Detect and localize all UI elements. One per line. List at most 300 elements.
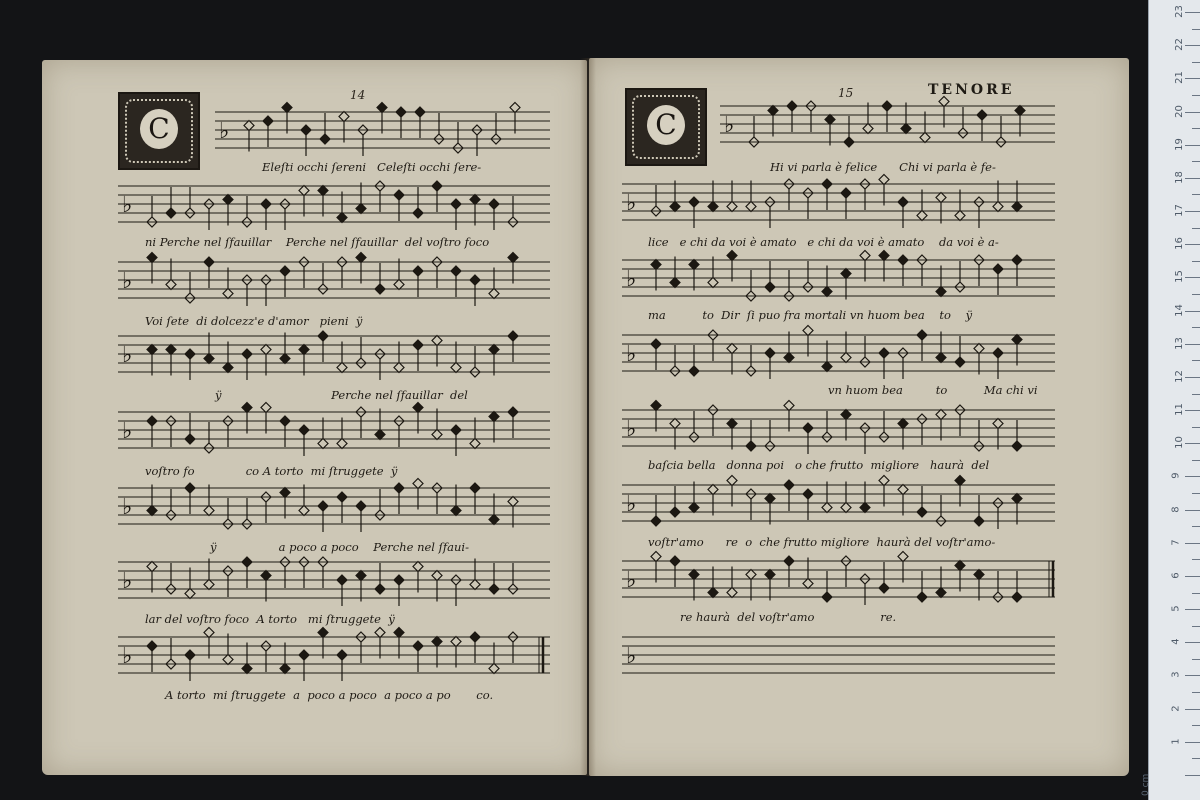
note-head [939,97,949,107]
note-head [470,483,480,493]
note-head [1015,106,1025,116]
note-head [415,107,425,117]
note-head [432,336,442,346]
staff [622,552,1055,606]
note-head [977,110,987,120]
staff [622,175,1055,229]
note-head [299,506,309,516]
lyric-line: baſcia bella donna poi o che frutto migliore haurà del [648,458,990,472]
note-head [413,340,423,350]
lyric-line: re haurà del voſtr'amo re. [680,610,897,624]
note-head [413,266,423,276]
note-head [299,345,309,355]
voice-label: TENORE [928,82,1015,98]
ruler-tick [1192,161,1200,162]
ruler-tick [1192,593,1200,594]
ruler-tick [1185,12,1200,13]
note-head [375,584,385,594]
ruler-number: 7 [1170,539,1182,546]
note-head [993,264,1003,274]
note-head [803,579,813,589]
note-head [879,175,889,185]
note-head [841,188,851,198]
note-head [223,289,233,299]
note-head [261,571,271,581]
note-head [841,410,851,420]
note-head [261,345,271,355]
note-head [510,103,520,113]
note-head [470,275,480,285]
note-head [651,339,661,349]
lyric-line: voſtro fo co A torto mi ſtruggete ÿ [145,464,398,478]
note-head [727,419,737,429]
note-head [413,403,423,413]
note-head [147,345,157,355]
note-head [901,124,911,134]
note-head [974,516,984,526]
note-head [917,330,927,340]
note-head [282,103,292,113]
note-head [1012,592,1022,602]
lyric-line: ni Perche nel ſfauillar Perche nel ſfauillar del voſtro foco [145,235,490,249]
note-head [318,439,328,449]
note-head [727,344,737,354]
clef-icon: ♭ [122,569,133,594]
ruler-tick [1192,692,1200,693]
ruler-number: 22 [1173,38,1185,52]
note-head [394,483,404,493]
note-head [784,556,794,566]
note-head [936,193,946,203]
lyric-line: Hi vi parla è felice Chi vi parla è fe- [770,160,996,174]
note-head [898,485,908,495]
note-head [166,208,176,218]
note-head [375,430,385,440]
ruler-number: 4 [1170,638,1182,645]
note-head [689,366,699,376]
note-head [242,349,252,359]
note-head [993,202,1003,212]
note-head [299,186,309,196]
ruler-tick [1192,725,1200,726]
note-head [768,106,778,116]
clef-icon: ♭ [626,492,637,517]
note-head [508,497,518,507]
note-head [822,179,832,189]
note-head [651,516,661,526]
lyric-line: vn huom bea to Ma chi vi [828,383,1038,397]
note-head [727,476,737,486]
ruler-tick [1185,244,1200,245]
ruler-number: 5 [1170,605,1182,612]
clef-icon: ♭ [626,644,637,669]
note-head [670,202,680,212]
note-head [955,211,965,221]
ruler-tick [1192,228,1200,229]
ruler-tick [1185,510,1200,511]
note-head [508,253,518,263]
ruler-tick [1185,675,1200,676]
note-head [917,507,927,517]
note-head [451,637,461,647]
ruler-number: 9 [1170,472,1182,480]
ruler-tick [1185,311,1200,312]
ruler-tick [1185,543,1200,544]
clef-icon: ♭ [626,568,637,593]
note-head [337,363,347,373]
ruler-tick [1192,460,1200,461]
note-head [242,403,252,413]
note-head [727,251,737,261]
ruler-tick [1185,45,1200,46]
staff [622,476,1055,530]
note-head [413,479,423,489]
note-head [244,121,254,131]
note-head [1012,335,1022,345]
ruler-tick [1185,775,1200,776]
measuring-ruler [1141,0,1200,800]
note-head [670,419,680,429]
staff [118,253,550,307]
note-head [318,628,328,638]
note-head [470,195,480,205]
clef-icon: ♭ [122,193,133,218]
note-head [432,637,442,647]
note-head [147,416,157,426]
clef-icon: ♭ [122,495,133,520]
note-head [394,280,404,290]
ruler-number: 21 [1173,71,1185,85]
lyric-line: Eleſti occhi ſereni Celeſti occhi ſere- [262,160,482,174]
note-head [670,556,680,566]
note-head [651,552,661,562]
lyric-line: A torto mi ſtruggete a poco a poco a poco a po co. [165,688,494,702]
clef-icon: ♭ [219,119,230,144]
note-head [1012,441,1022,451]
note-head [1012,202,1022,212]
note-head [784,353,794,363]
lyric-line: lar del voſtro foco A torto mi ſtruggete ÿ [145,612,395,626]
note-head [689,570,699,580]
ruler-tick [1192,659,1200,660]
note-head [689,260,699,270]
note-head [396,107,406,117]
note-head [204,354,214,364]
staff [215,103,550,157]
initial-letter: C [140,109,178,149]
note-head [451,199,461,209]
note-head [879,251,889,261]
note-head [822,287,832,297]
note-head [280,266,290,276]
note-head [185,483,195,493]
note-head [708,202,718,212]
ruler-tick [1185,476,1200,477]
ruler-number: 11 [1173,403,1185,416]
note-head [936,588,946,598]
note-head [451,425,461,435]
note-head [375,284,385,294]
note-head [318,186,328,196]
ruler-tick [1192,626,1200,627]
note-head [803,489,813,499]
note-head [936,287,946,297]
note-head [898,419,908,429]
note-head [280,488,290,498]
note-head [204,257,214,267]
ruler-number: 17 [1173,204,1185,217]
note-head [204,628,214,638]
note-head [280,354,290,364]
note-head [320,134,330,144]
ruler-number: 6 [1170,572,1182,579]
staff [622,637,1055,673]
note-head [394,190,404,200]
note-head [337,492,347,502]
note-head [670,507,680,517]
ruler-tick [1185,742,1200,743]
staff [118,479,550,533]
note-head [936,410,946,420]
staff [118,331,550,380]
note-head [844,137,854,147]
ruler-number: 8 [1170,505,1182,513]
note-head [489,412,499,422]
note-head [974,344,984,354]
note-head [223,363,233,373]
note-head [825,115,835,125]
note-head [147,641,157,651]
ruler-tick [1185,443,1200,444]
note-head [185,349,195,359]
note-head [339,112,349,122]
note-head [470,632,480,642]
note-head [489,345,499,355]
ruler-tick [1185,609,1200,610]
note-head [651,260,661,270]
note-head [765,570,775,580]
clef-icon: ♭ [626,342,637,367]
ruler-tick [1192,128,1200,129]
note-head [898,255,908,265]
ruler-number: 12 [1173,370,1185,383]
ruler-tick [1185,78,1200,79]
ruler-number: 23 [1173,5,1185,18]
note-head [860,251,870,261]
ruler-tick [1192,261,1200,262]
note-head [708,278,718,288]
ruler-number: 19 [1173,137,1185,151]
note-head [263,116,273,126]
note-head [451,506,461,516]
note-head [689,197,699,207]
ruler-tick [1192,62,1200,63]
note-head [318,501,328,511]
note-head [917,211,927,221]
initial-letter: C [647,105,685,145]
ruler-number: 15 [1173,270,1185,284]
note-head [879,476,889,486]
note-head [375,628,385,638]
note-head [356,204,366,214]
clef-icon: ♭ [122,644,133,669]
note-head [394,575,404,585]
note-head [166,345,176,355]
note-head [708,588,718,598]
note-head [955,561,965,571]
note-head [451,363,461,373]
ruler-number: 10 [1173,436,1185,450]
clef-icon: ♭ [122,419,133,444]
note-head [356,571,366,581]
note-head [822,592,832,602]
note-head [993,419,1003,429]
clef-icon: ♭ [626,191,637,216]
ruler-tick [1192,29,1200,30]
note-head [920,133,930,143]
note-head [432,571,442,581]
note-head [394,628,404,638]
note-head [147,506,157,516]
note-head [432,430,442,440]
ruler-tick [1192,194,1200,195]
note-head [841,353,851,363]
note-head [863,124,873,134]
staff [720,97,1055,148]
ruler-tick [1185,112,1200,113]
note-head [917,592,927,602]
ruler-tick [1192,327,1200,328]
ruler-tick [1185,410,1200,411]
note-head [147,562,157,572]
ruler-tick [1185,178,1200,179]
ruler-tick [1185,709,1200,710]
ruler-number: 2 [1170,704,1182,712]
lyric-line: ÿ a poco a poco Perche nel ſfaui- [210,540,469,554]
note-head [299,425,309,435]
clef-icon: ♭ [122,343,133,368]
note-head [746,441,756,451]
ruler-tick [1185,377,1200,378]
note-head [882,101,892,111]
note-head [974,570,984,580]
ruler-tick [1192,360,1200,361]
ruler-tick [1185,642,1200,643]
note-head [432,181,442,191]
note-head [727,202,737,212]
lyric-line: Voi ſete di dolcezz'e d'amor pieni ÿ [145,314,363,328]
note-head [803,326,813,336]
ruler-tick [1192,526,1200,527]
note-head [841,269,851,279]
note-head [261,199,271,209]
note-head [413,208,423,218]
note-head [185,434,195,444]
ruler-tick [1192,559,1200,560]
note-head [936,353,946,363]
note-head [223,655,233,665]
staff [118,181,550,230]
ruler-tick [1185,277,1200,278]
note-head [204,580,214,590]
note-head [898,197,908,207]
note-head [765,494,775,504]
note-head [670,278,680,288]
note-head [489,584,499,594]
note-head [223,195,233,205]
note-head [489,515,499,525]
right-page-number: 15 [838,86,854,100]
ruler-number: 1 [1170,738,1182,745]
ruler-tick [1192,758,1200,759]
note-head [879,583,889,593]
lyric-line: voſtr'amo re o che frutto migliore haurà del voſtr'amo- [648,535,996,549]
note-head [299,650,309,660]
note-head [489,199,499,209]
clef-icon: ♭ [122,269,133,294]
note-head [1012,494,1022,504]
note-head [470,439,480,449]
ruler-number: 20 [1173,104,1185,118]
note-head [689,503,699,513]
lyric-line: lice e chi da voi è amato e chi da voi è amato da voi è a- [648,235,999,249]
note-head [204,506,214,516]
note-head [787,101,797,111]
note-head [489,664,499,674]
note-head [765,282,775,292]
ruler-tick [1192,394,1200,395]
note-head [413,641,423,651]
ruler-tick [1185,344,1200,345]
note-head [280,664,290,674]
note-head [301,125,311,135]
staff [622,251,1055,302]
ruler-number: 16 [1173,237,1185,251]
note-head [746,570,756,580]
note-head [879,348,889,358]
note-head [955,357,965,367]
ruler-tick [1192,294,1200,295]
ruler-tick [1185,576,1200,577]
ruler-tick [1192,493,1200,494]
ruler-tick [1192,95,1200,96]
note-head [280,416,290,426]
note-head [337,575,347,585]
note-head [166,280,176,290]
note-head [898,552,908,562]
note-head [508,407,518,417]
note-head [147,253,157,263]
note-head [765,348,775,358]
staff [622,401,1055,455]
left-page-number: 14 [350,88,366,102]
note-head [394,363,404,373]
note-head [356,501,366,511]
note-head [377,103,387,113]
clef-icon: ♭ [626,417,637,442]
note-head [261,403,271,413]
note-head [727,588,737,598]
note-head [955,476,965,486]
staff [622,326,1055,380]
ruler-number: 13 [1173,336,1185,350]
ruler-tick [1185,211,1200,212]
note-head [185,589,195,599]
note-head [860,503,870,513]
note-head [356,253,366,263]
staff [118,557,550,606]
note-head [489,289,499,299]
